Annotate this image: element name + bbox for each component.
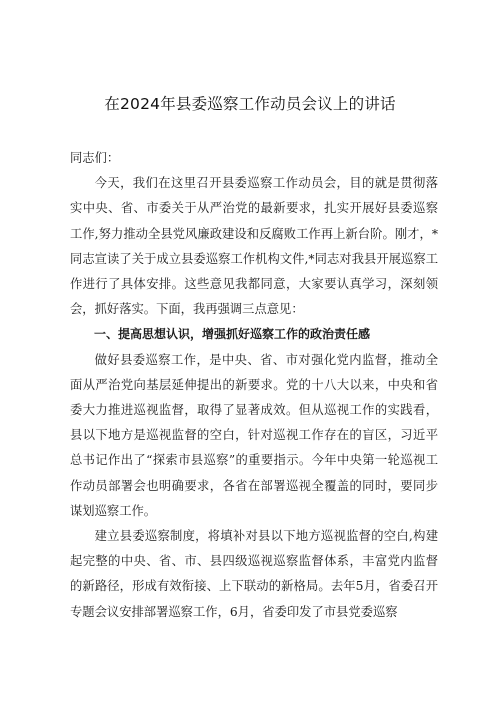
section-heading-1: 一、提高思想认识，增强抓好巡察工作的政治责任感	[94, 327, 371, 342]
paragraph-section-1-b: 建立县委巡察制度，将填补对县以下地方巡视监督的空白,构建起完整的中央、省、市、县四级巡视巡察监督体系，丰富党内监督的新路径，形成有效衔接、上下联动的新格局。去年5月，省委召开专题会议安排部署巡察工作，6月，省委印发了市县党委巡察	[70, 529, 438, 619]
document-title: 在2024年县委巡察工作动员会议上的讲话	[104, 95, 396, 113]
paragraph-opening: 今天，我们在这里召开县委巡察工作动员会，目的就是贯彻落实中央、省、市委关于从严治党的最新要求，扎实开展好县委巡察工作,努力推动全县党风廉政建设和反腐败工作再上新台阶。刚才，*同志宣读了关于成立县委巡察工作机构文件,*同志对我县开展巡察工作进行了具体安排。这些意见我都同意，大家要认真学习，深刻领会，抓好落实。下面，我再强调三点意见：	[70, 176, 438, 317]
salutation: 同志们：	[70, 151, 120, 165]
paragraph-section-1-a: 做好县委巡察工作，是中央、省、市对强化党内监督，推动全面从严治党向基层延伸提出的新要求。党的十八大以来，中央和省委大力推进巡视监督，取得了显著成效。但从巡视工作的实践看，县以下地方是巡视监督的空白，针对巡视工作存在的盲区，习近平总书记作出了“探索市县巡察”的重要指示。今年中央第一轮巡视工作动员部署会也明确要求，各省在部署巡视全覆盖的同时，要同步谋划巡察工作。	[70, 352, 438, 518]
document-body	[70, 146, 438, 625]
